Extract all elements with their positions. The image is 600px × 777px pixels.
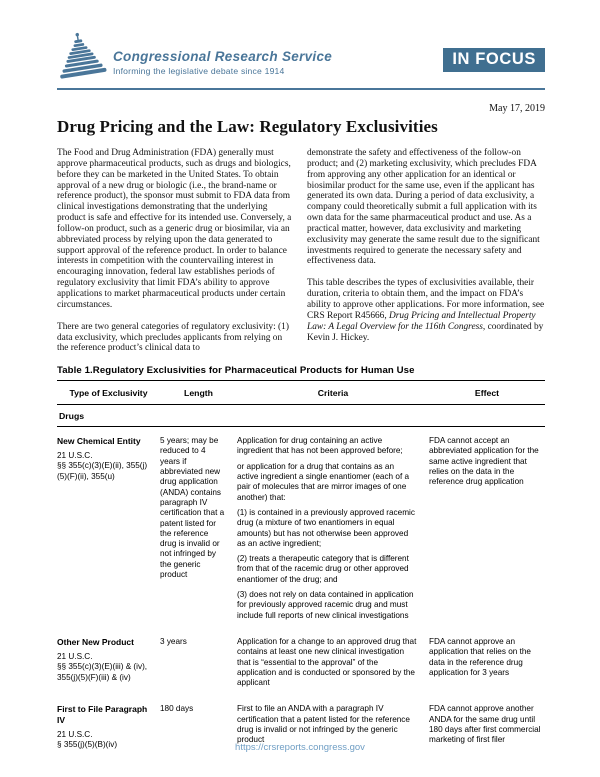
column-header-criteria: Criteria [317, 388, 349, 399]
table-row [57, 628, 545, 688]
masthead-rule [57, 88, 545, 90]
table-title: Table 1.Regulatory Exclusivities for Pharmaceutical Products for Human Use [57, 365, 545, 381]
statute-line: 21 U.S.C. [57, 450, 93, 460]
in-focus-badge: IN FOCUS [443, 48, 545, 72]
capitol-dome-icon [55, 31, 109, 93]
exclusivity-name: Other New Product [57, 636, 134, 647]
statute-citation [57, 652, 148, 684]
body-columns [57, 148, 545, 354]
type-cell [57, 436, 160, 621]
criteria-paragraph: (1) is contained in a previously approved racemic drug (a mixture of two enantiomers in equal amounts) but has not otherwise been approved as an active ingredient; [237, 507, 415, 548]
statute-citation [57, 451, 148, 483]
criteria-cell [237, 436, 429, 621]
page-title: Drug Pricing and the Law: Regulatory Exclusivities [57, 117, 438, 136]
right-column [307, 148, 545, 354]
criteria-paragraph: or application for a drug that contains as an active ingredient a single enantiomer (each of a pair of molecules that are mirror images of one another) that: [237, 461, 410, 502]
effect-cell: FDA cannot accept an abbreviated application for the same active ingredient that relies on the data in the reference drug application [429, 436, 539, 487]
table-section-drugs: Drugs [57, 405, 545, 427]
report-title-italic: Drug Pricing and Intellectual Property Law: A Legal Overview for the 116th Congress [307, 310, 536, 332]
column-header-effect: Effect [474, 388, 500, 399]
criteria-paragraph: (3) does not rely on data contained in application for previously approved racemic drug and must include full reports of new clinical investigations [237, 590, 414, 620]
statute-line: §§ 355(c)(3)(E)(iii) & (iv), 355(j)(5)(F)(iii) & (iv) [57, 662, 148, 682]
statute-line: §§ 355(c)(3)(E)(ii), 355(j)(5)(F)(ii), 355(u) [57, 461, 148, 481]
exclusivity-name: First to File Paragraph IV [57, 704, 148, 726]
right-paragraph-1: demonstrate the safety and effectiveness of the follow-on product; and (2) marketing exclusivity, which precludes FDA from approving any other application for an identical or biosimilar product for the same use, even if the applicant has generated its own data. During a period of data exclusivity, a company could theoretically submit a full application with its own data for the same pharmaceutical product and use. As a practical matter, however, data exclusivity and marketing exclusivity may generate the same result due to the significant investments required to generate the necessary safety and effectiveness data. [307, 148, 540, 267]
masthead [57, 34, 545, 90]
left-paragraph-2: There are two general categories of regulatory exclusivity: (1) data exclusivity, which precludes applicants from relying on the reference product’s clinical data to [57, 321, 289, 354]
left-column [57, 148, 295, 354]
effect-cell: FDA cannot approve another ANDA for the same drug until 180 days after first commercial marketing of first filer [429, 704, 541, 745]
type-cell [57, 637, 160, 688]
criteria-paragraph: (2) treats a therapeutic category that is different from that of the racemic drug or other approved enantiomer of the drug; and [237, 554, 409, 584]
report-reference-prefix: This table describes the types of exclusivities available, their duration, criteria to obtain them, and the impact on FDA’s ability to approve other applications. For more information, see CRS Report R45666, [307, 278, 545, 321]
criteria-cell [237, 637, 429, 688]
report-reference-suffix: , coordinated by Kevin J. Hickey. [307, 321, 544, 343]
statute-line: 21 U.S.C. [57, 729, 93, 739]
table-header-row [57, 381, 545, 405]
length-cell: 3 years [160, 636, 187, 646]
org-name: Congressional Research Service [113, 49, 333, 64]
table-row [57, 427, 545, 621]
criteria-paragraph: Application for drug containing an active ingredient that has not been approved before; [237, 436, 403, 456]
publication-date: May 17, 2019 [489, 103, 545, 114]
statute-line: § 355(j)(5)(B)(iv) [57, 740, 118, 750]
exclusivities-table [57, 365, 545, 751]
left-paragraph-1: The Food and Drug Administration (FDA) generally must approve pharmaceutical products, such as drugs and biologics, before they can be marketed in the United States. To obtain approval of a new drug or biologic (i.e., the brand-name or reference product), the sponsor must submit to FDA data from clinical investigations demonstrating that the underlying product is safe and effective for its intended use. Conversely, a follow-on product, such as a generic drug or biosimilar, via an abbreviated process by relying upon the data generated to support approval of the reference product. In order to balance interests in competition with the countervailing interest in encouraging innovation, federal law establishes periods of regulatory exclusivity that limit FDA’s ability to approve applications to market pharmaceutical products under certain circumstances. [57, 148, 292, 310]
brand-text [113, 49, 332, 76]
criteria-paragraph: First to file an ANDA with a paragraph IV certification that a patent listed for the reference drug is invalid or not infringed by the generic product [237, 704, 410, 745]
criteria-paragraph: Application for a change to an approved drug that contains at least one new clinical investigation that is “essential to the approval” of the application and is conducted or sponsored by the applicant [237, 636, 417, 688]
column-header-type: Type of Exclusivity [69, 388, 148, 399]
crs-reports-link[interactable]: https://crsreports.congress.gov [235, 742, 365, 753]
length-cell: 180 days [160, 704, 194, 714]
effect-cell: FDA cannot approve an application that relies on the data in the reference drug application for 3 years [429, 636, 531, 677]
page-footer [0, 737, 600, 755]
statute-line: 21 U.S.C. [57, 651, 93, 661]
length-cell: 5 years; may be reduced to 4 years if abbreviated new drug application (ANDA) contains paragraph IV certification that a patent listed for the reference drug is invalid or not infringed by the generic product [160, 436, 225, 580]
exclusivity-name: New Chemical Entity [57, 436, 141, 447]
right-paragraph-2 [307, 278, 545, 343]
org-tagline: Informing the legislative debate since 1914 [113, 66, 285, 76]
column-header-length: Length [184, 388, 213, 399]
